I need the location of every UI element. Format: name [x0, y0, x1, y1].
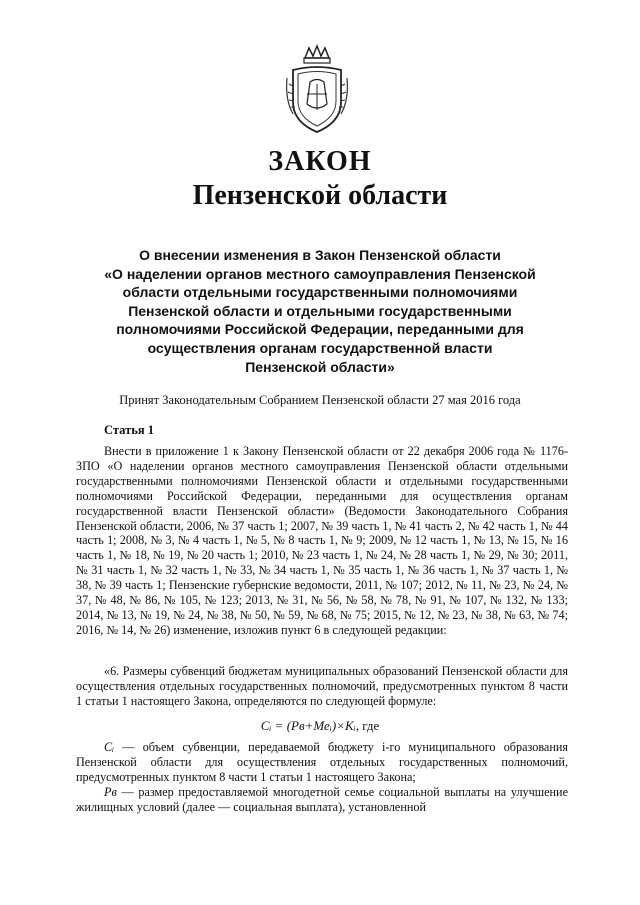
article-heading: Статья 1 [104, 423, 154, 437]
article-paragraph [76, 664, 568, 709]
subject-line: Пензенской области и отдельными государственными [128, 302, 512, 319]
document-title: ЗАКОН [268, 146, 372, 177]
formula [0, 718, 640, 734]
law-subject [78, 246, 562, 376]
subject-line: «О наделении органов местного самоуправления Пензенской [104, 265, 536, 282]
adoption-note: Принят Законодательным Собранием Пензенской области 27 мая 2016 года [119, 393, 521, 407]
paragraph-text: Внести в приложение 1 к Закону Пензенской области от 22 декабря 2006 года № 1176-ЗПО «О наделении органов местного самоуправления Пензенской области отдельными государственными полномочиями Пензенской области и отдельными государственными полномочиями Российской Федерации, переданными для осуществления органам государственной власти Пензенской области» (Ведомости Законодательного Собрания Пензенской области, 2006, № 37 часть 1; 2007, № 39 часть 1, № 41 часть 2, № 42 часть 1, № 44 часть 1; 2008, № 3, № 4 часть 1, № 5, № 8 часть 1, № 9; 2009, № 12 часть 1, № 13, № 15, № 16 часть 1, № 18, № 19, № 20 часть 1; 2010, № 23 часть 1, № 24, № 28 часть 1, № 29, № 30; 2011, № 31 часть 1, № 32 часть 1, № 33, № 34 часть 1, № 35 часть 1, № 36 часть 1, № 37 часть 1, № 38, № 39 часть 1; Пензенские губернские ведомости, 2011, № 107; 2012, № 11, № 23, № 24, № 37, № 48, № 86, № 105, № 123; 2013, № 31, № 56, № 58, № 78, № 91, № 107, № 132, № 133; 2014, № 13, № 19, № 24, № 38, № 50, № 59, № 68, № 75; 2015, № 12, № 23, № 38, № 63, № 74; 2016, № 14, № 26) изменение, изложив пункт 6 в следующей редакции: [76, 444, 568, 637]
definition-paragraph [76, 785, 568, 815]
article-paragraph [76, 444, 568, 638]
subject-line: О внесении изменения в Закон Пензенской области [139, 247, 501, 263]
subject-line: Пензенской области» [245, 358, 395, 375]
definition-paragraph [76, 740, 568, 785]
subject-line: области отдельными государственными полномочиями [122, 284, 518, 301]
coat-of-arms-icon [283, 44, 351, 136]
definition-text: — размер предоставляемой многодетной семье социальной выплаты на улучшение жилищных условий (далее — социальная выплата), установленной [76, 785, 568, 814]
formula-suffix: , где [355, 718, 380, 733]
paragraph-text: «6. Размеры субвенций бюджетам муниципальных образований Пензенской области для осуществления отдельных государственных полномочий, предусмотренных пунктом 8 части 1 статьи 1 настоящего Закона, определяются по следующей формуле: [76, 664, 568, 708]
definition-text: — объем субвенции, передаваемой бюджету i-го муниципального образования Пензенской области для осуществления отдельных государственных полномочий, предусмотренных пунктом 8 части 1 статьи 1 настоящего Закона; [76, 740, 568, 784]
subject-line: полномочиями Российской Федерации, переданными для [116, 321, 524, 338]
document-subtitle: Пензенской области [192, 180, 448, 211]
formula-expression: Cᵢ = (Рв+Меᵢ)×Kᵢ [260, 718, 356, 733]
definition-symbol: Сᵢ [104, 740, 115, 754]
definition-symbol: Рв [104, 785, 117, 799]
subject-line: осуществления органам государственной власти [147, 339, 493, 356]
